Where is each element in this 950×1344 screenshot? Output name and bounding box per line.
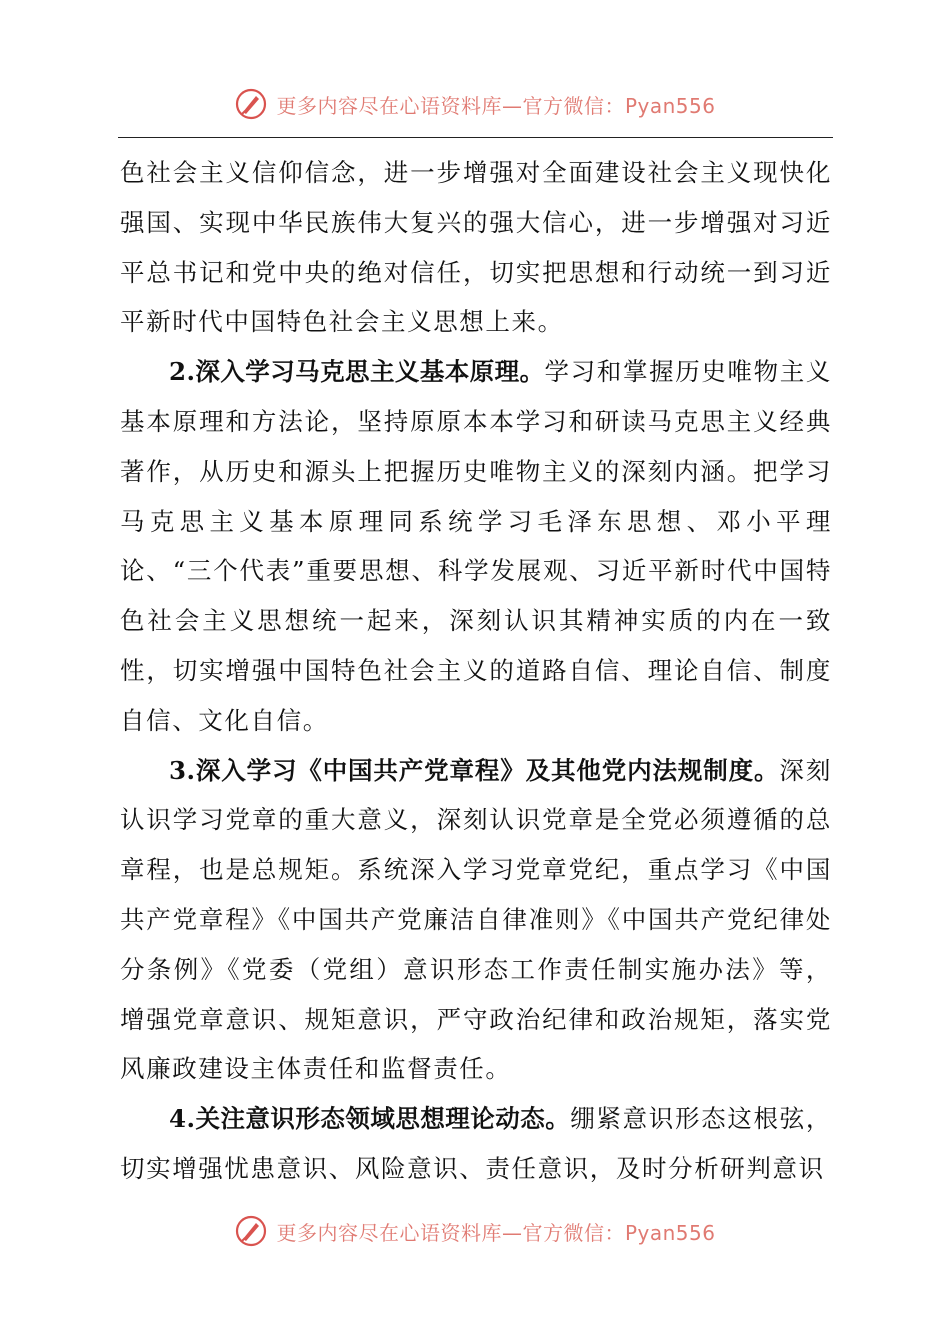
header-banner [0,84,950,124]
pen-logo-icon [234,1214,268,1248]
paragraph-section-4 [120,1094,832,1194]
section-heading: 3.深入学习《中国共产党章程》及其他党内法规制度。 [169,755,780,785]
banner-text: 更多内容尽在心语资料库—官方微信：Pyan556 [276,93,716,118]
header-divider [118,137,833,138]
document-body [120,148,832,1194]
paragraph-section-3 [120,746,832,1095]
paragraph-text: 绷紧意识形态这根弦，切实增强忧患意识、风险意识、责任意识，及时分析研判意识 [120,1104,833,1183]
section-heading: 2.深入学习马克思主义基本原理。 [169,357,545,387]
pen-logo-icon [234,87,268,121]
banner-text: 更多内容尽在心语资料库—官方微信：Pyan556 [276,1220,716,1245]
section-heading: 4.关注意识形态领域思想理论动态。 [169,1104,571,1134]
footer-banner [0,1211,950,1251]
paragraph-text: 色社会主义信仰信念，进一步增强对全面建设社会主义现快化强国、实现中华民族伟大复兴的强大信心，进一步增强对习近平总书记和党中央的绝对信任，切实把思想和行动统一到习近平新时代中国特色社会主义思想上来。 [120,158,832,337]
paragraph-section-2 [120,347,832,745]
paragraph-text: 深刻认识学习党章的重大意义，深刻认识党章是全党必须遵循的总章程，也是总规矩。系统深入学习党章党纪，重点学习《中国共产党章程》《中国共产党廉洁自律准则》《中国共产党纪律处分条例》《党委（党组）意识形态工作责任制实施办法》等，增强党章意识、规矩意识，严守政治纪律和政治规矩，落实党风廉政建设主体责任和监督责任。 [120,755,832,1084]
paragraph-continuation [120,148,832,347]
paragraph-text: 学习和掌握历史唯物主义基本原理和方法论，坚持原原本本学习和研读马克思主义经典著作，从历史和源头上把握历史唯物主义的深刻内涵。把学习马克思主义基本原理同系统学习毛泽东思想、邓小平理论、“三个代表”重要思想、科学发展观、习近平新时代中国特色社会主义思想统一起来，深刻认识其精神实质的内在一致性，切实增强中国特色社会主义的道路自信、理论自信、制度自信、文化自信。 [120,357,832,735]
